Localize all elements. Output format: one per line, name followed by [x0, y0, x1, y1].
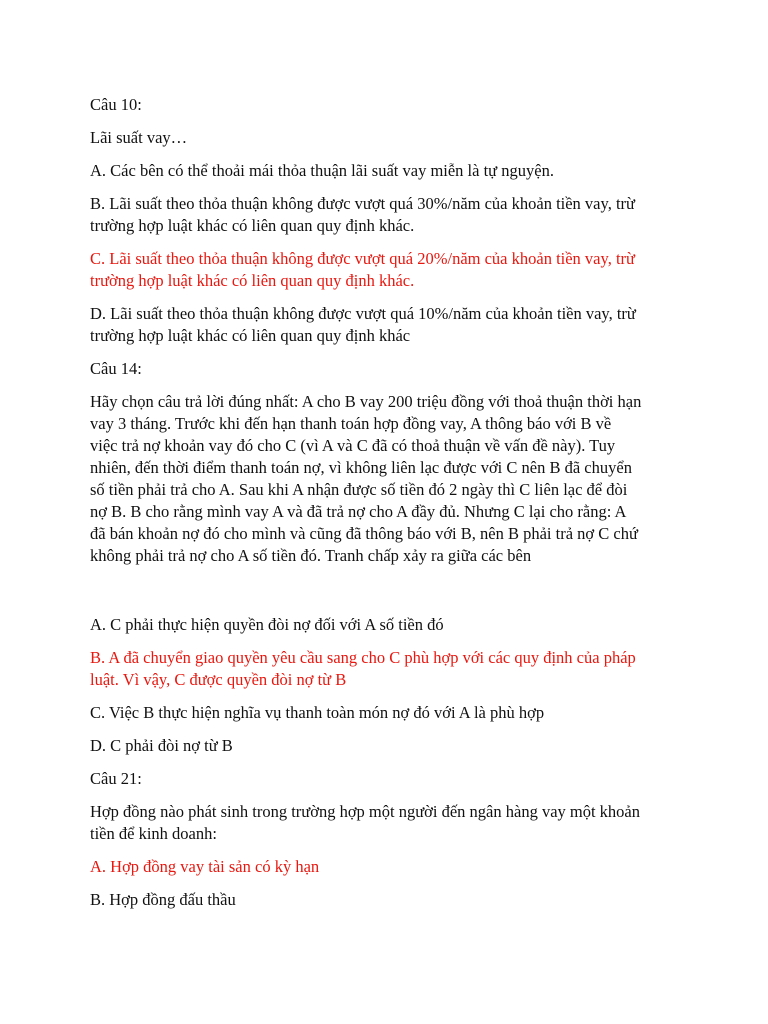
question-14-option-b-answer: B. A đã chuyển giao quyền yêu cầu sang cho C phù hợp với các quy định của pháp luật. Vì vậy, C được quyền đòi nợ từ B	[90, 648, 636, 689]
question-10-title: Câu 10:	[90, 95, 142, 114]
question-14-option-a: A. C phải thực hiện quyền đòi nợ đối với A số tiền đó	[90, 615, 444, 634]
question-14-title: Câu 14:	[90, 359, 142, 378]
question-21-stem: Hợp đồng nào phát sinh trong trường hợp một người đến ngân hàng vay một khoản tiền để kinh doanh:	[90, 802, 641, 843]
question-21-title: Câu 21:	[90, 769, 142, 788]
question-14-stem: Hãy chọn câu trả lời đúng nhất: A cho B vay 200 triệu đồng với thoả thuận thời hạn vay 3 tháng. Trước khi đến hạn thanh toán hợp đồng vay, A thông báo với B về việc trả nợ khoản vay đó cho C (vì A và C đã có thoả thuận về vấn đề này). Tuy nhiên, đến thời điểm thanh toán nợ, vì không liên lạc được với C nên B đã chuyển số tiền phải trả cho A. Sau khi A nhận được số tiền đó 2 ngày thì C liên lạc để đòi nợ B. B cho rằng mình vay A và đã trả nợ cho A đầy đủ. Nhưng C lại cho rằng: A đã bán khoản nợ đó cho mình và cũng đã thông báo với B, nên B phải trả nợ C chứ không phải trả nợ cho A số tiền đó. Tranh chấp xảy ra giữa các bên	[90, 392, 642, 565]
question-14-option-c: C. Việc B thực hiện nghĩa vụ thanh toàn món nợ đó với A là phù hợp	[90, 703, 545, 722]
question-10-stem: Lãi suất vay…	[90, 128, 188, 147]
question-10-option-b: B. Lãi suất theo thỏa thuận không được vượt quá 30%/năm của khoản tiền vay, trừ trường hợp luật khác có liên quan quy định khác.	[90, 194, 635, 235]
question-10-option-a: A. Các bên có thể thoải mái thỏa thuận lãi suất vay miễn là tự nguyện.	[90, 161, 554, 180]
question-14-option-d: D. C phải đòi nợ từ B	[90, 736, 233, 755]
question-10-option-d: D. Lãi suất theo thỏa thuận không được vượt quá 10%/năm của khoản tiền vay, trừ trường hợp luật khác có liên quan quy định khác	[90, 304, 636, 345]
question-21-option-b: B. Hợp đồng đấu thầu	[90, 890, 236, 909]
question-21-option-a-answer: A. Hợp đồng vay tài sản có kỳ hạn	[90, 857, 320, 876]
question-10-option-c-answer: C. Lãi suất theo thỏa thuận không được vượt quá 20%/năm của khoản tiền vay, trừ trường hợp luật khác có liên quan quy định khác.	[90, 249, 635, 290]
